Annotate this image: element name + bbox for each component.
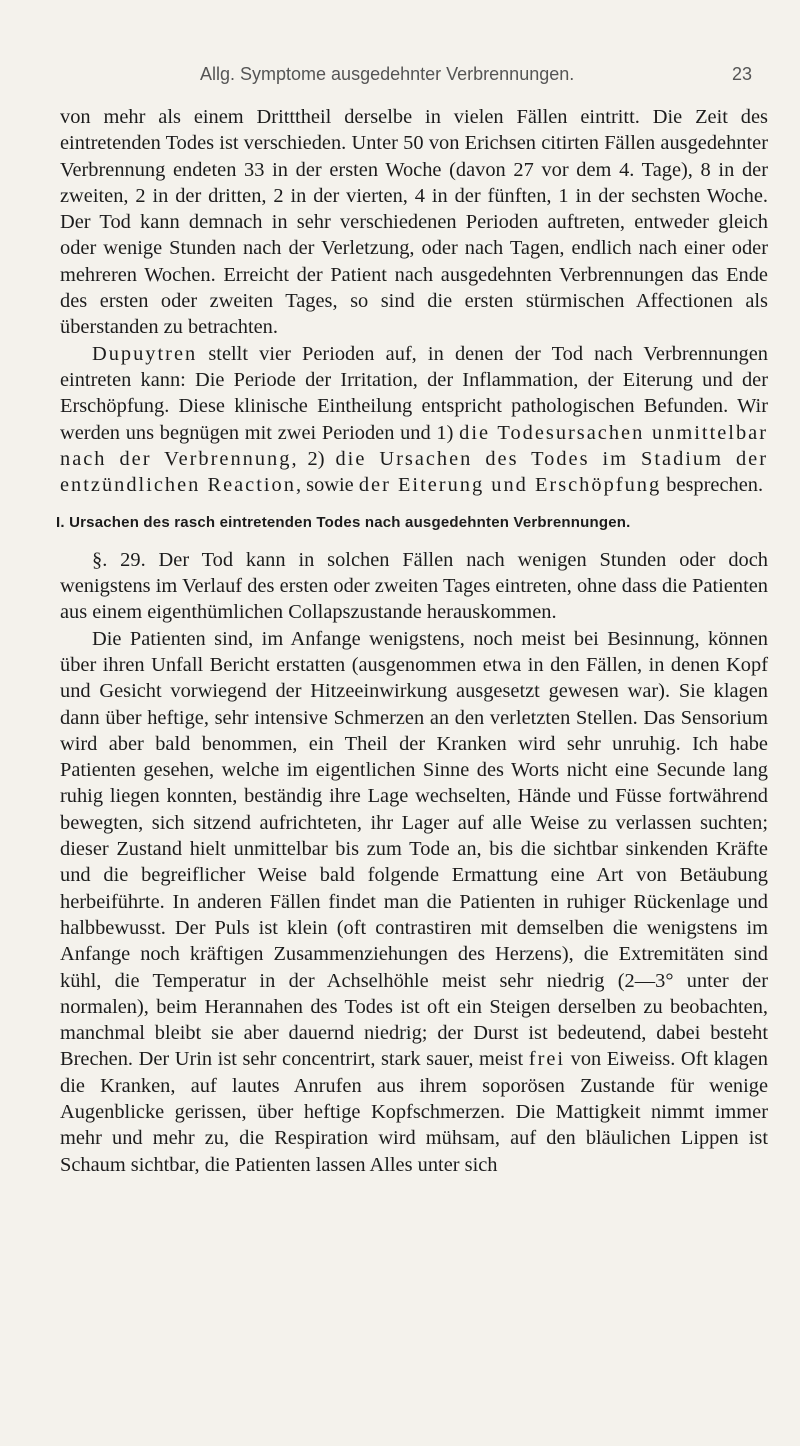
text-segment: Die Patienten sind, im Anfange wenigstens, noch meist bei Besinnung, können über ihren Unfall Bericht erstatten (ausgenommen etwa in den Fällen, in denen Kopf und Gesicht vorwiegend der Hitzeeinwirkung ausgesetzt gewesen war). Sie klagen dann über heftige, sehr intensive Schmerzen an den verletzten Stellen. Das Sensorium wird aber bald benommen, ein Theil der Kranken wird sehr unruhig. Ich habe Patienten gesehen, welche im eigentlichen Sinne des Worts nicht eine Secunde lang ruhig liegen konnten, beständig ihre Lage wechselten, Hände und Füsse fortwährend bewegten, sich sitzend aufrichteten, ihr Lager auf alle Weise zu verlassen suchten; dieser Zustand hielt unmittelbar bis zum Tode an, bis die sichtbar sinkenden Kräfte und die begreiflicher Weise bald folgende Ermattung eine Art von Betäubung herbeiführte. In anderen Fällen findet man die Patienten in ruhiger Rückenlage und halbbewusst. Der Puls ist klein (oft contrastiren mit demselben die wenigstens im Anfange noch kräftigen Zusammenziehungen des Herzens), die Extremitäten sind kühl, die Temperatur in der Achselhöhle meist sehr niedrig (2—3° unter der normalen), beim Herannahen des Todes ist oft ein Steigen derselben zu beobachten, manchmal bleibt sie aber dauernd niedrig; der Durst ist bedeutend, dabei besteht Brechen. Der Urin ist sehr concentrirt, stark sauer, meist xyxy=(60,627,768,1071)
paragraph-periods xyxy=(60,341,768,499)
emphasis-text: frei xyxy=(528,1048,566,1071)
paragraph-symptoms xyxy=(60,626,768,1178)
running-header: Allg. Symptome ausgedehnter Verbrennungen. xyxy=(200,64,575,84)
text-segment: , sowie xyxy=(295,474,359,497)
text-segment: , 2) xyxy=(291,447,336,470)
emphasis-text: die Ursachen des Todes im Stadium der entzündlichen Reaction xyxy=(60,447,769,497)
text-segment: besprechen. xyxy=(661,474,764,497)
section-heading: I. Ursachen des rasch eintretenden Todes nach ausgedehnten Verbrennungen. xyxy=(56,514,631,532)
text-segment: von Eiweiss. Oft klagen die Kranken, auf lautes Anrufen aus ihrem soporösen Zustande für wenige Augenblicke gerissen, über heftige Kopfschmerzen. Die Mattigkeit nimmt immer mehr und mehr zu, die Respiration wird mühsam, auf den bläulichen Lippen ist Schaum sichtbar, die Patienten lassen Alles unter sich xyxy=(60,1048,768,1176)
paragraph-section-29: §. 29. Der Tod kann in solchen Fällen nach wenigen Stunden oder doch wenigstens im Verlauf des ersten oder zweiten Tages eintreten, ohne dass die Patienten aus einem eigenthümlichen Collapszustande herauskommen. xyxy=(60,548,768,624)
emphasis-text: die Todesursachen unmittelbar nach der Verbrennung xyxy=(60,421,768,470)
author-name: Dupuytren xyxy=(92,342,198,365)
paragraph-continued: von mehr als einem Dritttheil derselbe in vielen Fällen eintritt. Die Zeit des eintretenden Todes ist verschieden. Unter 50 von Erichsen citirten Fällen ausgedehnter Verbrennung endeten 33 in der ersten Woche (davon 27 vor dem 4. Tage), 8 in der zweiten, 2 in der dritten, 2 in der vierten, 4 in der fünften, 1 in der sechsten Woche. Der Tod kann demnach in sehr verschiedenen Perioden auftreten, entweder gleich oder wenige Stunden nach der Verletzung, oder nach Tagen, endlich nach einer oder mehreren Wochen. Erreicht der Patient nach ausgedehnten Verbrennungen das Ende des ersten oder zweiten Tages, so sind die ersten stürmischen Affectionen als überstanden zu betrachten. xyxy=(60,106,768,339)
text-segment: stellt vier Perioden auf, in denen der Tod nach Verbrennungen eintreten kann: Die Periode der Irritation, der Inflammation, der Eiterung und der Erschöpfung. Diese klinische Eintheilung entspricht pathologischen Befunden. Wir werden uns begnügen mit zwei Perioden und 1) xyxy=(60,342,768,444)
body-text xyxy=(56,104,769,1178)
emphasis-text: der Eiterung und Erschöpfung xyxy=(358,474,662,497)
page-number: 23 xyxy=(731,64,752,84)
